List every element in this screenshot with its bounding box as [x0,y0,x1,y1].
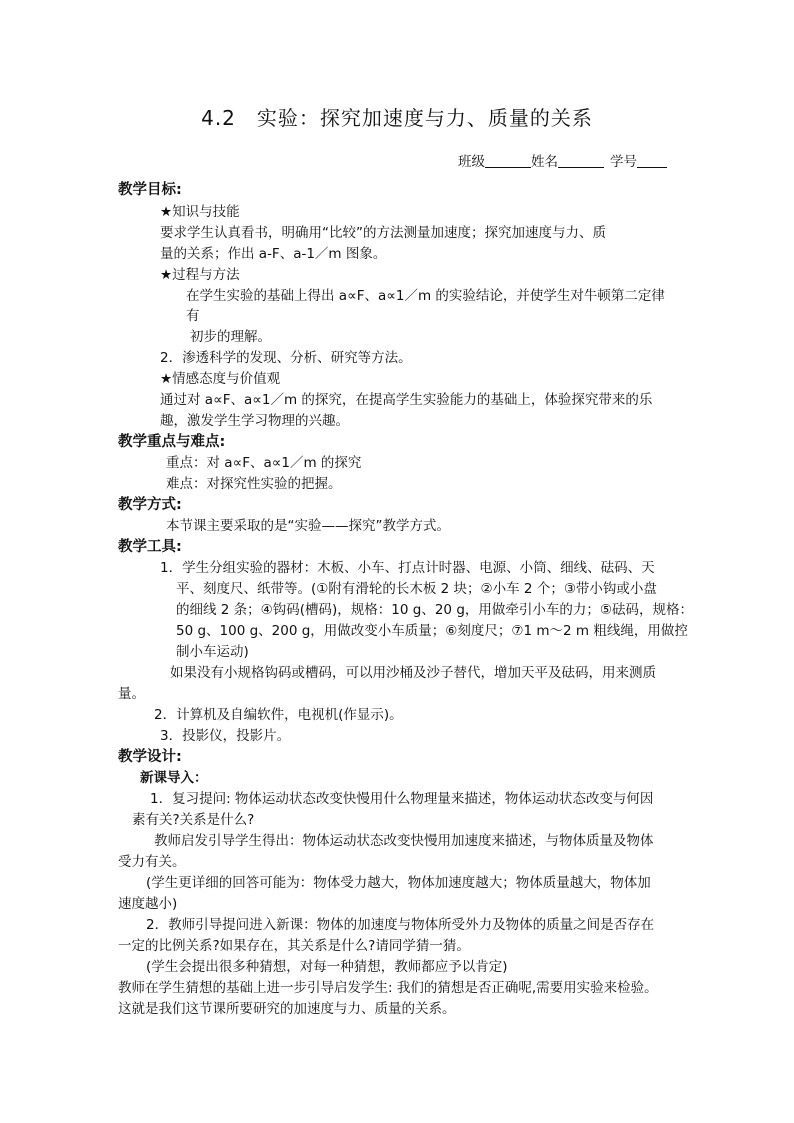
text-line: (学生会提出很多种猜想，对每一种猜想，教师都应予以肯定) [146,959,508,975]
text-line: 2．计算机及自编软件，电视机(作显示)。 [154,707,403,723]
section-heading-goals: 教学目标: [118,182,182,198]
name-label: 姓名 [531,154,558,170]
text-line: 量的关系；作出 a-F、a-1／m 图象。 [160,246,387,262]
text-line: 趣，激发学生学习物理的兴趣。 [160,413,349,429]
text-line: 的细线 2 条；④钩码(槽码)，规格：10 g、20 g，用做牵引小车的力；⑤砝码，规格： [176,602,693,618]
text-line: 教师启发引导学生得出：物体运动状态改变快慢用加速度来描述，与物体质量及物体 [154,833,654,849]
text-line: 受力有关。 [118,854,186,870]
text-line: 一定的比例关系?如果存在，其关系是什么?请同学猜一猜。 [118,938,470,954]
class-label: 班级 [458,154,485,170]
page-title: 4.2 实验：探究加速度与力、质量的关系 [201,106,593,130]
section-heading-method: 教学方式: [118,497,182,513]
text-line: 初步的理解。 [190,329,271,345]
text-line: (学生更详细的回答可能为：物体受力越大，物体加速度越大；物体质量越大，物体加 [146,875,651,891]
text-line: 这就是我们这节课所要研究的加速度与力、质量的关系。 [118,1001,456,1017]
text-line: 有 [186,308,200,324]
id-blank [637,153,667,168]
text-line: 2．教师引导提问进入新课：物体的加速度与物体所受外力及物体的质量之间是否存在 [146,917,655,933]
text-line: 量。 [118,686,145,702]
subheading-emotion: ★情感态度与价值观 [160,371,281,387]
text-line: 难点：对探究性实验的把握。 [166,476,342,492]
text-line: 如果没有小规格钩码或槽码，可以用沙桶及沙子替代，增加天平及砝码，用来测质 [170,665,656,681]
class-info-row [458,152,667,172]
text-line: 制小车运动) [176,644,249,660]
text-line: 平、刻度尺、纸带等。(①附有滑轮的长木板 2 块；②小车 2 个；③带小钩或小盘 [176,581,657,597]
text-line: 本节课主要采取的是“实验——探究”教学方式。 [166,518,450,534]
text-line: 2．渗透科学的发现、分析、研究等方法。 [160,350,412,366]
text-line: 通过对 a∝F、a∝1／m 的探究，在提高学生实验能力的基础上，体验探究带来的乐 [160,392,653,408]
text-line: 要求学生认真看书，明确用“比较”的方法测量加速度；探究加速度与力、质 [160,225,606,241]
text-line: 素有关?关系是什么? [132,812,255,828]
id-label: 学号 [610,154,637,170]
text-line: 在学生实验的基础上得出 a∝F、a∝1／m 的实验结论，并使学生对牛顿第二定律 [186,288,665,304]
text-line: 速度越小) [118,896,178,912]
text-line: 3．投影仪，投影片。 [160,728,291,744]
text-line: 1．学生分组实验的器材：木板、小车、打点计时器、电源、小筒、细线、砝码、天 [160,560,655,576]
text-line: 教师在学生猜想的基础上进一步引导启发学生: 我们的猜想是否正确呢,需要用实验来检验。 [118,980,658,996]
class-blank [485,153,531,168]
subheading-intro: 新课导入： [140,770,208,786]
subheading-process: ★过程与方法 [160,267,240,283]
section-heading-key-points: 教学重点与难点: [118,434,226,450]
section-heading-design: 教学设计: [118,749,182,765]
text-line: 1．复习提问: 物体运动状态改变快慢用什么物理量来描述，物体运动状态改变与何因 [150,791,654,807]
name-blank [558,153,604,168]
section-heading-tools: 教学工具: [118,539,182,555]
text-line: 重点：对 a∝F、a∝1／m 的探究 [166,455,362,471]
subheading-knowledge: ★知识与技能 [160,204,240,220]
text-line: 50 g、100 g、200 g，用做改变小车质量；⑥刻度尺；⑦1 m～2 m 粗线绳，用做控 [176,623,688,639]
